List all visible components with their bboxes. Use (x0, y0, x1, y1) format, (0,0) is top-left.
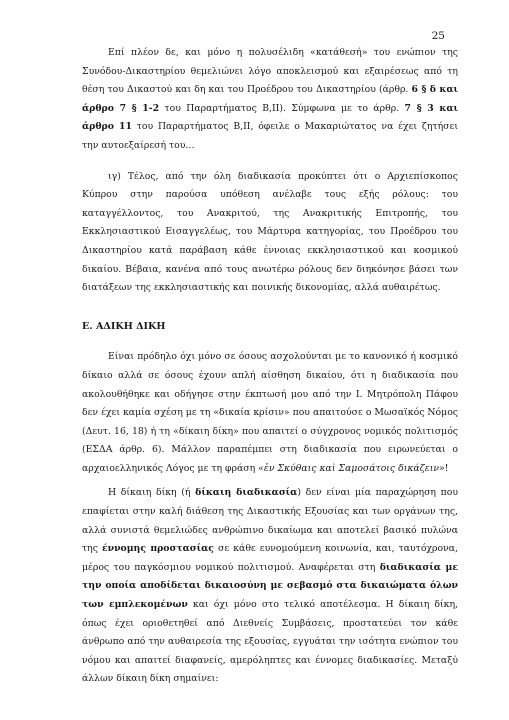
text-run: του Παραρτήματος Β,ΙΙ, όφειλε ο Μακαριώτατος να έχει ζητήσει την αυτοεξαίρεσή του… (82, 121, 458, 151)
emphasis-bold: δίκαιη διαδικασία (195, 487, 298, 499)
section-heading: Ε. ΑΔΙΚΗ ΔΙΚΗ (82, 320, 166, 332)
text-run: και όχι μόνο στο τελικό αποτέλεσμα. Η δίκαιη δίκη, όπως έχει οριοθετηθεί από Διεθνείς Συμβάσεις, προστατεύει τον κάθε άνθρωπο από την αυθαιρεσία της εξουσίας, εγγυάται την ισότητα ενώπιον του νόμου και απαιτεί διαφανείς, αμερόληπτες και έννομες διαδικασίες. Μεταξύ άλλων δίκαιη δίκη σημαίνει: (82, 599, 458, 685)
document-body (82, 44, 458, 689)
text-run: Επί πλέον δε, και μόνο η πολυσέλιδη «κατάθεσή» του ενώπιον της Συνόδου-Δικαστηρίου θεμελιώνει λόγο αποκλεισμού και εξαιρέσεως από τη θέση του Δικαστού και δη και του Προέδρου του Δικαστηρίου (άρθρ. (82, 47, 458, 96)
paragraph-testimony (82, 44, 458, 156)
paragraph-unfair-trial (82, 348, 458, 478)
text-run: Είναι πρόδηλο όχι μόνο σε όσους ασχολούνται με το κανονικό ή κοσμικό δίκαιο αλλά σε όσους έχουν απλή αίσθηση δικαίου, ότι η διαδικασία που ακολουθήθηκε και οδήγησε στην έκπτωσή μου από την Ι. Μητρόπολη Πάφου δεν έχει καμία σχέση με τη «δικαία κρίσιν» που απαιτούσε ο Μωσαϊκός Νόμος (Δευτ. 16, 18) ή τη «δίκαιη δίκη» που απαιτεί ο σύγχρονος νομικός πολιτισμός (ΕΣΔΑ άρθρ. 6). Μάλλον παραπέμπει στη διαδικασία που ειρωνεύεται ο αρχαιοελληνικός Λόγος με τη φράση (82, 351, 458, 474)
paragraph-fair-trial-definition (82, 484, 458, 689)
paragraph-roles: ιγ) Τέλος, από την όλη διαδικασία προκύπτει ότι ο Αρχιεπίσκοπος Κύπρου στην παρούσα υπόθεση ανέλαβε τους εξής ρόλους: του καταγγέλλοντος, του Ανακριτού, της Ανακριτικής Επιτροπής, του Εκκλησιαστικού Εισαγγελέως, του Μάρτυρα κατηγορίας, του Προέδρου του Δικαστηρίου κατά παράβαση κάθε έννοιας εκκλησιαστικού και κοσμικού δικαίου. Βέβαια, κανένα από τους ανωτέρω ρόλους δεν διηκόνησε βάσει των διατάξεων της εκκλησιαστικής και ποινικής δικονομίας, αλλά αυθαιρέτως. (82, 170, 458, 294)
text-run: ) δεν είναι μία παραχώρηση που επαφίεται στην καλή διάθεση της Δικαστικής Εξουσίας και των οργάνων της, αλλά συνιστά θεμελιώδες ανθρώπινο δικαίωμα και αποτελεί βασικό πυλώνα της (82, 487, 459, 555)
emphasis-bold: έννομης προστασίας (102, 543, 214, 555)
quote-italic: «ἐν Σκύθαις καὶ Σαμοσάτοις δικάζειν» (258, 462, 445, 474)
article-reference-bold: 6 § δ και άρθρο 7 § 1-2 (82, 84, 458, 114)
article-reference-bold: 7 § 3 και άρθρο 11 (82, 102, 458, 133)
text-run: του Παραρτήματος Β,ΙΙ). Σύμφωνα με το άρθρ. (159, 102, 405, 114)
text-run: Η δίκαιη δίκη (ή (108, 487, 196, 499)
page-number: 25 (431, 30, 445, 42)
text-run: ! (444, 462, 449, 474)
text-run: σε κάθε ευνομούμενη κοινωνία, και, ταυτόχρονα, μέρος του παγκόσμιου νομικού πολιτισμού. Αναφέρεται στη (82, 543, 458, 573)
emphasis-bold: διαδικασία με την οποία αποδίδεται δικαιοσύνη με σεβασμό στα δικαιώματα όλων των εμπλεκομένων (82, 561, 458, 611)
